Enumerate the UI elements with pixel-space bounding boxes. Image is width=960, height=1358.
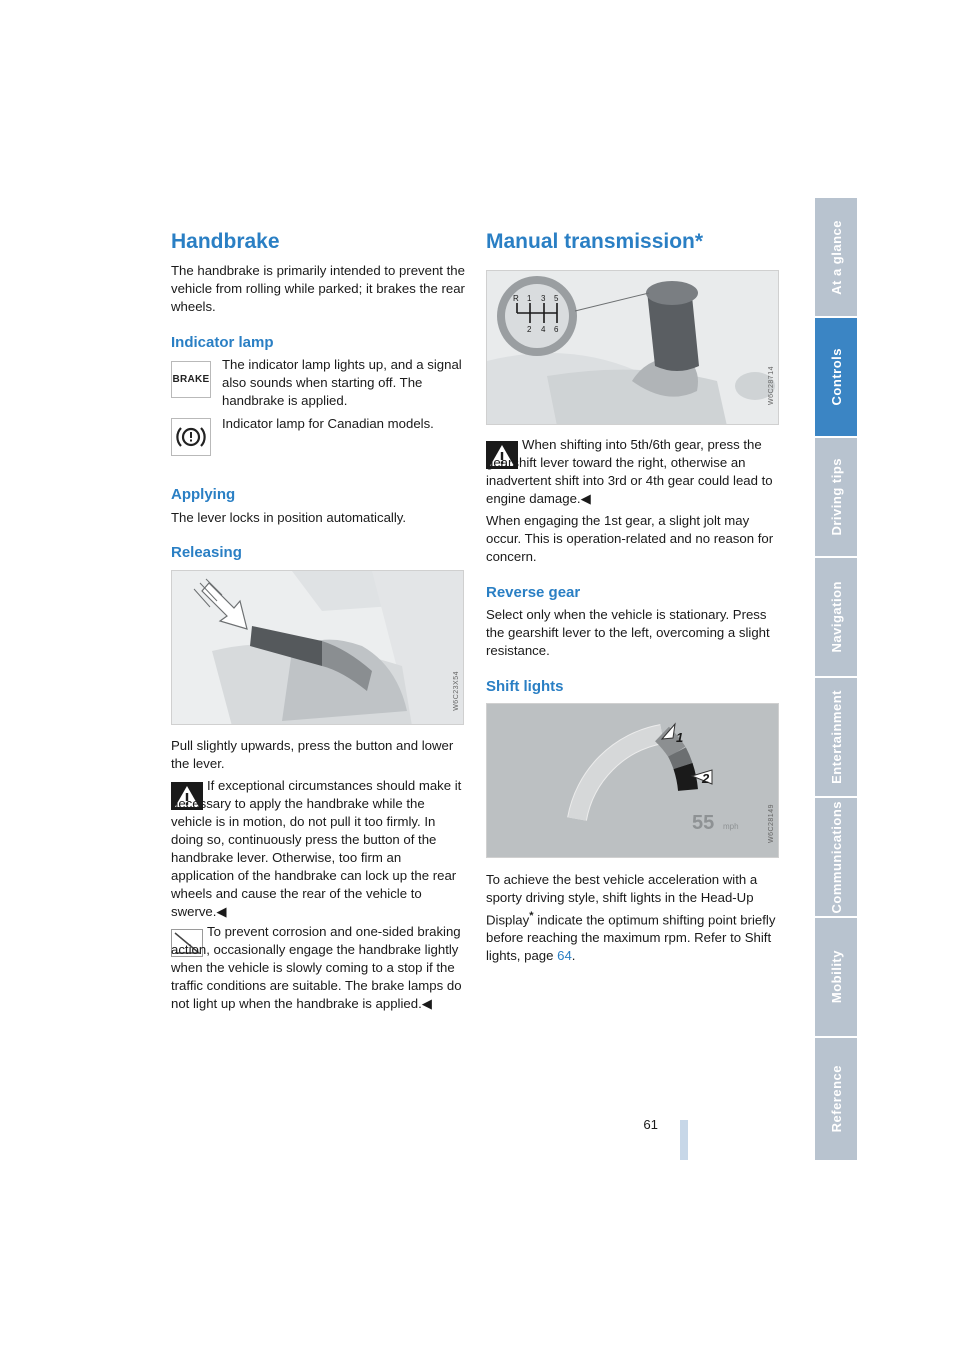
- sidebar-tab-label: Navigation: [828, 581, 844, 653]
- sidebar-tab-label: Controls: [828, 348, 844, 406]
- sidebar-tab-label: Entertainment: [828, 690, 844, 784]
- sidebar-tab-entertainment[interactable]: [815, 678, 857, 796]
- figure-code: W6C28149: [768, 804, 775, 844]
- reverse-gear-text: Select only when the vehicle is stationary. Press the gearshift lever to the left, overcoming a slight resistance.: [486, 607, 770, 658]
- handbrake-note-text: To prevent corrosion and one-sided braking action, occasionally engage the handbrake lightly when the vehicle is slowly coming to a stop if the traffic conditions are suitable. The brake lamps do not light up when the handbrake is applied.◀: [171, 924, 462, 1011]
- sidebar-tab-at-a-glance[interactable]: [815, 198, 857, 316]
- sidebar-tab-mobility[interactable]: [815, 918, 857, 1036]
- callout-2: 2: [702, 771, 710, 786]
- transmission-warning-text: When shifting into 5th/6th gear, press the gearshift lever toward the right, otherwise an inadvertent shift into 3rd or 4th gear could lead to engine damage.◀: [486, 437, 773, 506]
- figure-code: W6C28714: [768, 366, 775, 406]
- gear-digit-1: 1: [527, 294, 532, 303]
- gearshift-illustration: [487, 271, 779, 425]
- section-title-handbrake: Handbrake: [171, 230, 280, 253]
- sidebar-tab-controls[interactable]: [815, 318, 857, 436]
- figure-code: W6C23X54: [453, 671, 460, 711]
- releasing-text: Pull slightly upwards, press the button and lower the lever.: [171, 738, 454, 771]
- gearshift-figure: [486, 270, 779, 425]
- sidebar-tab-communications[interactable]: [815, 798, 857, 916]
- sidebar-tab-navigation[interactable]: [815, 558, 857, 676]
- heading-releasing: Releasing: [171, 544, 242, 561]
- page-number-bar: [680, 1120, 688, 1160]
- callout-1: 1: [676, 730, 684, 745]
- sidebar-tab-label: Communications: [828, 800, 844, 914]
- canadian-indicator-text: Indicator lamp for Canadian models.: [222, 416, 434, 431]
- shift-text-b: indicate the optimum shifting point briefly before reaching the maximum rpm. Refer to Shift lights, page: [486, 912, 776, 964]
- section-title-manual-transmission: Manual transmission*: [486, 230, 704, 253]
- shift-lights-illustration: [487, 704, 779, 858]
- handbrake-warning-text: If exceptional circumstances should make it necessary to apply the handbrake while the vehicle is in motion, do not pull it too firmly. In doing so, continuously press the button of the handbrake lever. Otherwise, too firm an application of the handbrake can lock up the rear wheels and cause the rear of the vehicle to swerve.◀: [171, 778, 462, 919]
- heading-shift-lights: Shift lights: [486, 678, 564, 695]
- handbrake-illustration: [172, 571, 464, 725]
- sidebar-tab-reference[interactable]: [815, 1038, 857, 1160]
- speed-unit: mph: [723, 822, 739, 831]
- speed-readout: 55: [692, 812, 715, 834]
- shift-text-a: To achieve the best vehicle acceleration with a sporty driving style, shift lights in the Head-Up Display: [486, 872, 758, 928]
- heading-reverse-gear: Reverse gear: [486, 584, 581, 601]
- brake-symbol-icon: [175, 424, 207, 450]
- canadian-brake-indicator-icon: [171, 418, 211, 456]
- handbrake-figure: [171, 570, 464, 725]
- sidebar-tab-label: Reference: [828, 1065, 844, 1133]
- indicator-lamp-text: The indicator lamp lights up, and a signal also sounds when starting off. The handbrake is applied.: [222, 357, 462, 408]
- sidebar-tab-driving-tips[interactable]: [815, 438, 857, 556]
- brake-indicator-icon: [171, 361, 211, 398]
- heading-applying: Applying: [171, 486, 236, 503]
- gear-digit-3: 3: [541, 294, 546, 303]
- applying-text: The lever locks in position automatically.: [171, 510, 407, 525]
- gear-digit-6: 6: [554, 325, 559, 334]
- gear-digit-r: R: [513, 294, 519, 303]
- shift-text-end: .: [571, 948, 576, 964]
- page-reference-link[interactable]: 64: [557, 948, 572, 964]
- gear-digit-2: 2: [527, 325, 532, 334]
- gear-digit-5: 5: [554, 294, 559, 303]
- optional-equipment-star: *: [529, 910, 534, 922]
- first-gear-text: When engaging the 1st gear, a slight jolt may occur. This is operation-related and no reason for concern.: [486, 513, 774, 564]
- shift-lights-figure: [486, 703, 779, 858]
- shift-lights-text: [486, 871, 780, 965]
- heading-indicator-lamp: Indicator lamp: [171, 334, 274, 351]
- sidebar-tab-label: At a glance: [828, 219, 844, 295]
- gear-digit-4: 4: [541, 325, 546, 334]
- brake-indicator-label: BRAKE: [172, 374, 210, 385]
- page-number: 61: [643, 1117, 658, 1132]
- sidebar-tab-label: Driving tips: [828, 458, 844, 536]
- handbrake-intro: The handbrake is primarily intended to prevent the vehicle from rolling while parked; it brakes the rear wheels.: [171, 263, 465, 314]
- sidebar-tab-label: Mobility: [828, 950, 844, 1004]
